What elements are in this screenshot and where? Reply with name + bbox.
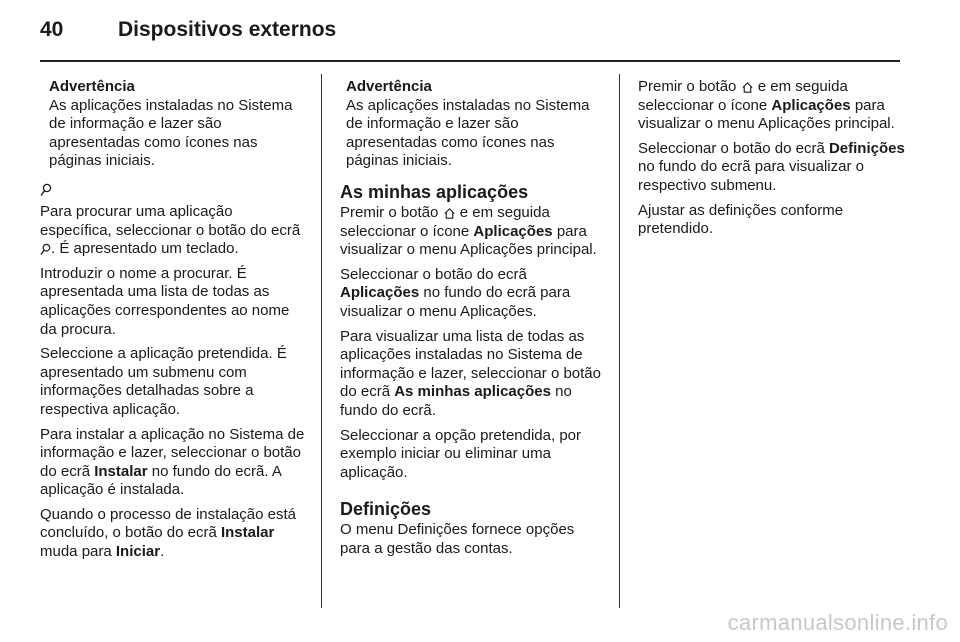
search-icon: [40, 183, 52, 197]
page-header: [40, 18, 900, 58]
column-divider-2: [619, 74, 620, 608]
header-divider: [40, 60, 900, 62]
page-title: Dispositivos externos: [118, 18, 337, 41]
paragraph: O menu Definições fornece opções para a gestão das contas.: [340, 521, 575, 557]
warning-note: [40, 78, 308, 171]
search-icon-heading: [40, 181, 308, 199]
column-2: [340, 78, 608, 564]
note-text: As aplicações instaladas no Sistema de informação e lazer são apresentadas como ícones nas páginas iniciais.: [346, 96, 590, 170]
search-icon: [40, 243, 51, 256]
note-text: As aplicações instaladas no Sistema de informação e lazer são apresentadas como ícones nas páginas iniciais.: [49, 96, 293, 170]
page-number: 40: [40, 18, 64, 41]
section-heading-settings: Definições: [340, 499, 432, 520]
column-1: [40, 78, 308, 568]
watermark-logo: carmanualsonline.info: [727, 610, 948, 635]
note-title: Advertência: [346, 78, 432, 95]
home-icon: [741, 81, 754, 94]
paragraph: Quando o processo de instalação está concluído, o botão do ecrã Instalar muda para Iniciar.: [40, 505, 297, 561]
paragraph: Seleccionar a opção pretendida, por exemplo iniciar ou eliminar uma aplicação.: [340, 426, 581, 481]
home-icon: [443, 207, 456, 220]
note-title: Advertência: [49, 78, 135, 95]
warning-note: [340, 78, 608, 171]
paragraph: Para visualizar uma lista de todas as aplicações instaladas no Sistema de informação e lazer, seleccionar o botão do ecrã As minhas aplicações no fundo do ecrã.: [340, 327, 601, 419]
paragraph: Premir o botão e em seguida seleccionar o ícone Aplicações para visualizar o menu Aplicações principal.: [638, 78, 895, 133]
paragraph: Seleccionar o botão do ecrã Definições no fundo do ecrã para visualizar o respectivo submenu.: [638, 139, 905, 194]
paragraph: Seleccione a aplicação pretendida. É apresentado um submenu com informações detalhadas sobre a respectiva aplicação.: [40, 345, 287, 418]
column-3: [638, 78, 906, 245]
paragraph: Premir o botão e em seguida seleccionar o ícone Aplicações para visualizar o menu Aplicações principal.: [340, 203, 597, 259]
paragraph: Seleccionar o botão do ecrã Aplicações no fundo do ecrã para visualizar o menu Aplicações.: [340, 265, 571, 320]
paragraph: Ajustar as definições conforme pretendido.: [638, 201, 844, 238]
section-heading-my-apps: As minhas aplicações: [340, 181, 529, 202]
paragraph: Introduzir o nome a procurar. É apresentada uma lista de todas as aplicações correspondentes ao nome da procura.: [40, 264, 290, 338]
column-divider-1: [321, 74, 322, 608]
paragraph: Para procurar uma aplicação específica, seleccionar o botão do ecrã . É apresentado um teclado.: [40, 202, 301, 258]
paragraph: Para instalar a aplicação no Sistema de informação e lazer, seleccionar o botão do ecrã Instalar no fundo do ecrã. A aplicação é instalada.: [40, 425, 305, 499]
